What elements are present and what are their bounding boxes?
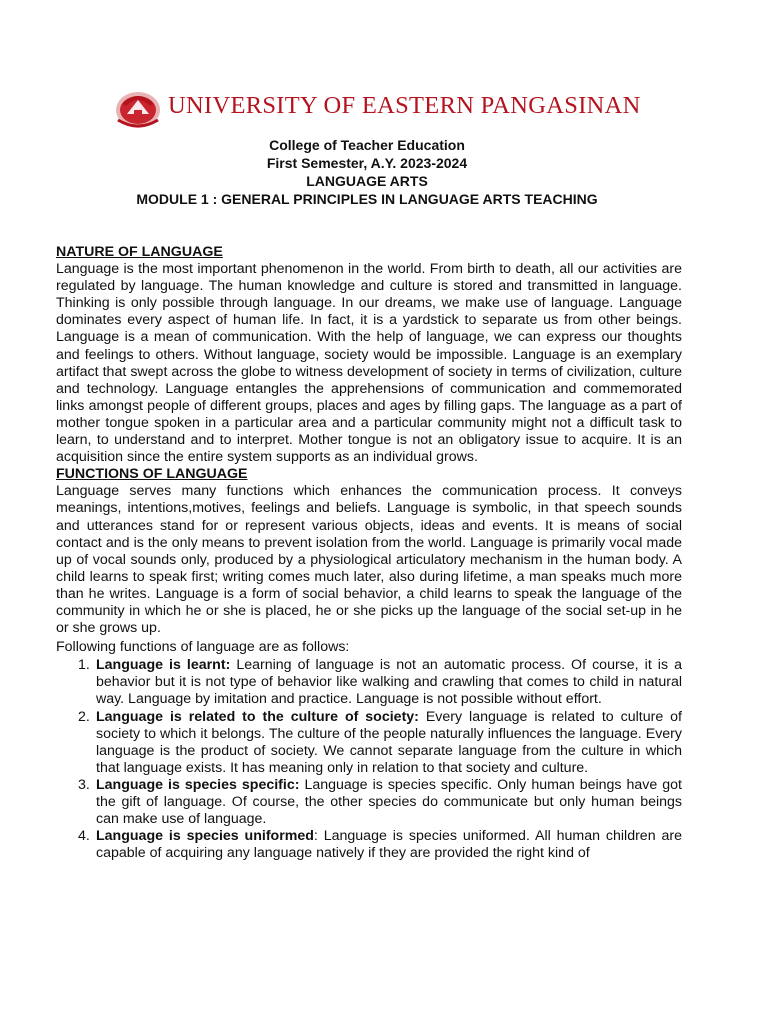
list-term: Language is related to the culture of society: bbox=[96, 708, 419, 725]
subject: LANGUAGE ARTS bbox=[306, 173, 428, 189]
list-item bbox=[56, 828, 682, 862]
semester: First Semester, A.Y. 2023-2024 bbox=[266, 155, 468, 171]
university-logo bbox=[112, 86, 641, 130]
functions-intro: Following functions of language are as follows: bbox=[56, 639, 350, 656]
list-number: 3. bbox=[78, 776, 90, 793]
list-number: 1. bbox=[78, 657, 90, 674]
list-item bbox=[56, 777, 682, 828]
list-term: Language is species specific: bbox=[96, 776, 300, 793]
list-item bbox=[56, 709, 682, 777]
paragraph-nature: Language is the most important phenomenon in the world. From birth to death, all our activities are regulated by language. The human knowledge and culture is stored and transmitted in language. Thinking is only possible through language. In our dreams, we make use of language. Language dominates every aspect of human life. In fact, it is a yardstick to separate us from other beings. Language is a mean of communication. With the help of language, we can express our thoughts and feelings to others. Without language, society would be impossible. Language is an exemplary artifact that swept across the globe to witness development of society in terms of civilization, culture and technology. Language entangles the apprehensions of communication and commemorated links amongst people of different groups, places and ages by filling gaps. The language as a part of mother tongue spoken in a particular area and a particular community might not a difficult task to learn, to understand and to interpret. Mother tongue is not an obligatory issue to acquire. It is an acquisition since the entire system supports as an individual grows. bbox=[56, 261, 682, 466]
document-header bbox=[0, 136, 734, 208]
section-title-nature: NATURE OF LANGUAGE bbox=[56, 244, 223, 260]
list-term: Language is species uniformed bbox=[96, 828, 314, 845]
list-text: Learning of language is not an automatic process. Of course, it is a behavior but it is not type of behavior like walking and crawling that comes to child in natural way. Language by imitation and practice. Language is not possible without effort. bbox=[96, 657, 682, 708]
module-title: MODULE 1 : GENERAL PRINCIPLES IN LANGUAGE ARTS TEACHING bbox=[136, 191, 598, 207]
list-term: Language is learnt: bbox=[96, 657, 231, 674]
list-text: Language is species specific. Only human beings have got the gift of language. Of course, the other species do communicate but only human beings can make use of language. bbox=[96, 776, 683, 828]
college-name: College of Teacher Education bbox=[269, 137, 465, 153]
list-text: : Language is species uniformed. All human children are capable of acquiring any language natively if they are provided the right kind of bbox=[96, 828, 682, 862]
list-number: 2. bbox=[78, 708, 90, 725]
list-text: Every language is related to culture of society to which it belongs. The culture of the people naturally influences the language. Every language is the product of society. We cannot separate language from the culture in which that language exists. It has meaning only in relation to that society and culture. bbox=[96, 708, 682, 776]
section-title-functions: FUNCTIONS OF LANGUAGE bbox=[56, 466, 248, 483]
list-item bbox=[56, 657, 682, 708]
university-name: UNIVERSITY OF EASTERN PANGASINAN bbox=[168, 92, 641, 119]
university-seal-icon bbox=[112, 86, 164, 130]
list-number: 4. bbox=[78, 828, 90, 845]
paragraph-functions: Language serves many functions which enhances the communication process. It conveys meanings, intentions,motives, feelings and beliefs. Language is symbolic, in that speech sounds and utterances stand for or represent various objects, ideas and events. It is means of social contact and is the only means to prevent isolation from the world. Language is primarily vocal made up of vocal sounds only, produced by a physiological articulatory mechanism in the human body. A child learns to speak first; writing comes much later, also during lifetime, a man speaks much more than he writes. Language is a form of social behavior, a child learns to speak the language of the community in which he or she is placed, he or she picks up the language of the social set-up in he or she grows up. bbox=[56, 483, 682, 637]
document-body bbox=[56, 244, 682, 862]
functions-list bbox=[56, 657, 682, 862]
